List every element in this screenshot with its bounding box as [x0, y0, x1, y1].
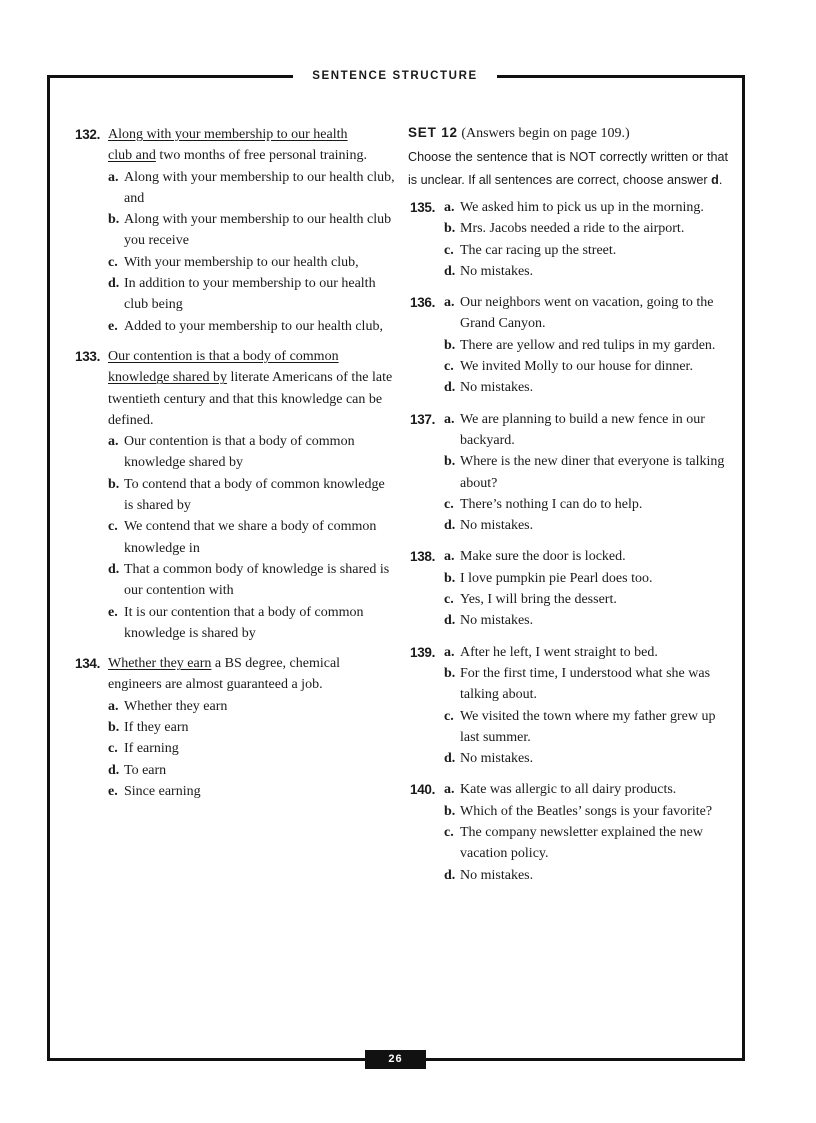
question-number: 139. [410, 644, 436, 660]
option-d[interactable] [444, 377, 728, 398]
option-text: Mrs. Jacobs needed a ride to the airport. [460, 221, 685, 237]
underlined-segment: knowledge shared by [108, 370, 227, 386]
option-e[interactable] [108, 781, 395, 802]
option-letter: b. [444, 665, 456, 681]
option-letter: d. [108, 762, 120, 778]
question-133 [75, 346, 395, 644]
question-number: 137. [410, 411, 436, 427]
option-d[interactable] [108, 559, 395, 602]
option-e[interactable] [108, 316, 395, 337]
option-text: Added to your membership to our health club, [124, 318, 383, 334]
option-c[interactable] [444, 589, 728, 610]
option-letter: e. [108, 318, 118, 334]
question-number: 132. [75, 127, 101, 142]
option-a[interactable] [444, 292, 728, 335]
page-header-title: SENTENCE STRUCTURE [312, 70, 478, 82]
question-138 [408, 546, 728, 631]
option-d[interactable] [444, 261, 728, 282]
option-letter: a. [108, 698, 119, 714]
question-number: 136. [410, 295, 436, 311]
option-a[interactable] [444, 779, 728, 800]
option-text: Which of the Beatles’ songs is your favorite? [460, 803, 713, 819]
option-text: The company newsletter explained the new vacation policy. [460, 825, 703, 862]
option-text: Since earning [124, 783, 201, 799]
option-c[interactable] [444, 494, 728, 515]
question-140 [408, 779, 728, 885]
option-text: In addition to your membership to our health club being [124, 276, 376, 313]
option-text: We contend that we share a body of common knowledge in [124, 519, 377, 556]
set-note: (Answers begin on page 109.) [461, 126, 630, 141]
option-a[interactable] [444, 409, 728, 452]
option-letter: b. [108, 212, 120, 228]
option-text: Our neighbors went on vacation, going to the Grand Canyon. [460, 295, 714, 332]
footer-rule-right [426, 1058, 745, 1061]
option-letter: d. [444, 867, 456, 883]
question-132 [75, 124, 395, 337]
option-d[interactable] [444, 610, 728, 631]
option-letter: d. [444, 380, 456, 396]
option-text: For the first time, I understood what she was talking about. [460, 665, 711, 703]
option-text: If earning [124, 741, 179, 757]
option-d[interactable] [444, 515, 728, 536]
option-text: There’s nothing I can do to help. [460, 496, 643, 512]
option-text: Where is the new diner that everyone is talking about? [460, 454, 725, 491]
left-column [75, 124, 395, 811]
question-stem [108, 346, 395, 431]
option-b[interactable] [444, 451, 728, 494]
option-text: We visited the town where my father grew up last summer. [460, 708, 716, 745]
question-139 [408, 642, 728, 770]
option-text: No mistakes. [460, 518, 534, 534]
option-letter: a. [108, 434, 119, 450]
option-text: That a common body of knowledge is shared is our contention with [124, 561, 390, 599]
option-text: Along with your membership to our health club, and [124, 169, 395, 206]
option-text: No mistakes. [460, 867, 534, 883]
option-letter: c. [444, 825, 454, 841]
stem-text: literate Americans of the late twentieth century and that this knowledge can be defined. [108, 370, 393, 428]
option-letter: d. [108, 561, 120, 577]
option-letter: c. [444, 496, 454, 512]
option-text: No mistakes. [460, 751, 534, 767]
underlined-segment: Whether they earn [108, 656, 212, 672]
option-text: Kate was allergic to all dairy products. [460, 782, 677, 798]
option-letter: e. [108, 604, 118, 620]
option-b[interactable] [444, 663, 728, 706]
option-a[interactable] [108, 431, 395, 474]
underlined-segment: Our contention is that a body of common [108, 348, 339, 364]
option-b[interactable] [444, 335, 728, 356]
option-c[interactable] [108, 516, 395, 559]
set-instructions [408, 146, 728, 191]
question-number: 133. [75, 348, 101, 364]
option-text: Make sure the door is locked. [460, 549, 626, 565]
question-stem [108, 653, 395, 696]
underlined-segment: club and [108, 148, 156, 164]
question-number: 140. [410, 782, 436, 798]
option-a[interactable] [108, 696, 395, 717]
question-number: 138. [410, 549, 436, 565]
option-d[interactable] [444, 748, 728, 769]
option-c[interactable] [108, 738, 395, 759]
option-text: There are yellow and red tulips in my garden. [460, 337, 716, 353]
option-a[interactable] [444, 197, 728, 218]
option-text: It is our contention that a body of common knowledge is shared by [124, 604, 364, 641]
option-letter: c. [108, 254, 118, 270]
option-text: We asked him to pick us up in the morning. [460, 200, 704, 215]
option-a[interactable] [444, 546, 728, 567]
option-letter: c. [444, 242, 454, 258]
option-letter: c. [108, 519, 118, 535]
option-b[interactable] [444, 568, 728, 589]
option-letter: c. [444, 359, 454, 375]
option-letter: a. [108, 169, 119, 185]
instructions-text: Choose the sentence that is NOT correctly written or that is unclear. If all sentences are correct, choose answer [408, 150, 728, 187]
option-b[interactable] [108, 717, 395, 738]
instructions-end: . [718, 172, 723, 187]
option-d[interactable] [444, 865, 728, 886]
option-letter: c. [444, 592, 454, 608]
question-136 [408, 292, 728, 398]
option-b[interactable] [108, 209, 395, 252]
question-134 [75, 653, 395, 802]
underlined-segment: Along with your membership to our health [108, 127, 348, 142]
option-letter: a. [444, 782, 455, 798]
option-text: To contend that a body of common knowledge is shared by [124, 476, 385, 514]
option-letter: a. [444, 200, 455, 215]
option-text: No mistakes. [460, 263, 534, 279]
set-label: SET 12 [408, 125, 458, 140]
option-a[interactable] [444, 642, 728, 663]
option-text: No mistakes. [460, 380, 534, 396]
option-letter: a. [444, 411, 455, 427]
question-137 [408, 409, 728, 537]
option-a[interactable] [108, 167, 395, 210]
option-letter: d. [108, 276, 120, 292]
frame-right-border [742, 75, 745, 1061]
footer-rule-left [47, 1058, 365, 1061]
option-letter: b. [444, 221, 456, 237]
option-letter: c. [444, 708, 454, 724]
option-letter: d. [444, 263, 456, 279]
frame-left-border [47, 75, 50, 1061]
option-text: Along with your membership to our health club you receive [124, 212, 392, 249]
option-c[interactable] [444, 240, 728, 261]
right-column [408, 124, 728, 896]
option-b[interactable] [108, 474, 395, 517]
option-text: We invited Molly to our house for dinner. [460, 359, 693, 375]
option-text: To earn [124, 762, 167, 778]
option-text: After he left, I went straight to bed. [460, 644, 658, 660]
option-text: We are planning to build a new fence in our backyard. [460, 411, 705, 448]
option-letter: b. [444, 454, 456, 470]
option-letter: b. [444, 570, 456, 586]
stem-text: two months of free personal training. [155, 148, 367, 164]
option-letter: b. [108, 476, 120, 492]
page-number: 26 [365, 1050, 426, 1069]
option-e[interactable] [108, 602, 395, 645]
option-c[interactable] [444, 356, 728, 377]
option-c[interactable] [108, 252, 395, 273]
question-number: 135. [410, 200, 436, 215]
option-letter: e. [108, 783, 118, 799]
header-rule-left [47, 75, 293, 78]
option-letter: b. [108, 720, 120, 736]
option-text: If they earn [124, 720, 189, 736]
option-letter: d. [444, 613, 456, 629]
option-d[interactable] [108, 273, 395, 316]
stem-text: a BS degree, chemical engineers are almost guaranteed a job. [108, 656, 341, 693]
option-text: With your membership to our health club, [124, 254, 359, 270]
option-text: I love pumpkin pie Pearl does too. [460, 570, 653, 586]
option-b[interactable] [444, 801, 728, 822]
option-text: The car racing up the street. [460, 242, 617, 258]
option-text: Yes, I will bring the dessert. [460, 592, 617, 608]
option-d[interactable] [108, 760, 395, 781]
option-letter: a. [444, 644, 455, 660]
option-c[interactable] [444, 822, 728, 865]
question-135 [408, 197, 728, 282]
header-rule-right [497, 75, 745, 78]
option-letter: b. [444, 803, 456, 819]
question-number: 134. [75, 656, 101, 672]
option-letter: c. [108, 741, 118, 757]
option-letter: d. [444, 518, 456, 534]
option-letter: a. [444, 295, 455, 311]
instructions-answer-letter: d [711, 172, 719, 187]
option-b[interactable] [444, 218, 728, 239]
option-text: Whether they earn [124, 698, 228, 714]
option-text: No mistakes. [460, 613, 534, 629]
set-heading [408, 124, 728, 143]
question-stem [108, 124, 395, 167]
option-c[interactable] [444, 706, 728, 749]
option-letter: a. [444, 549, 455, 565]
option-letter: d. [444, 751, 456, 767]
option-letter: b. [444, 337, 456, 353]
option-text: Our contention is that a body of common knowledge shared by [124, 434, 355, 471]
